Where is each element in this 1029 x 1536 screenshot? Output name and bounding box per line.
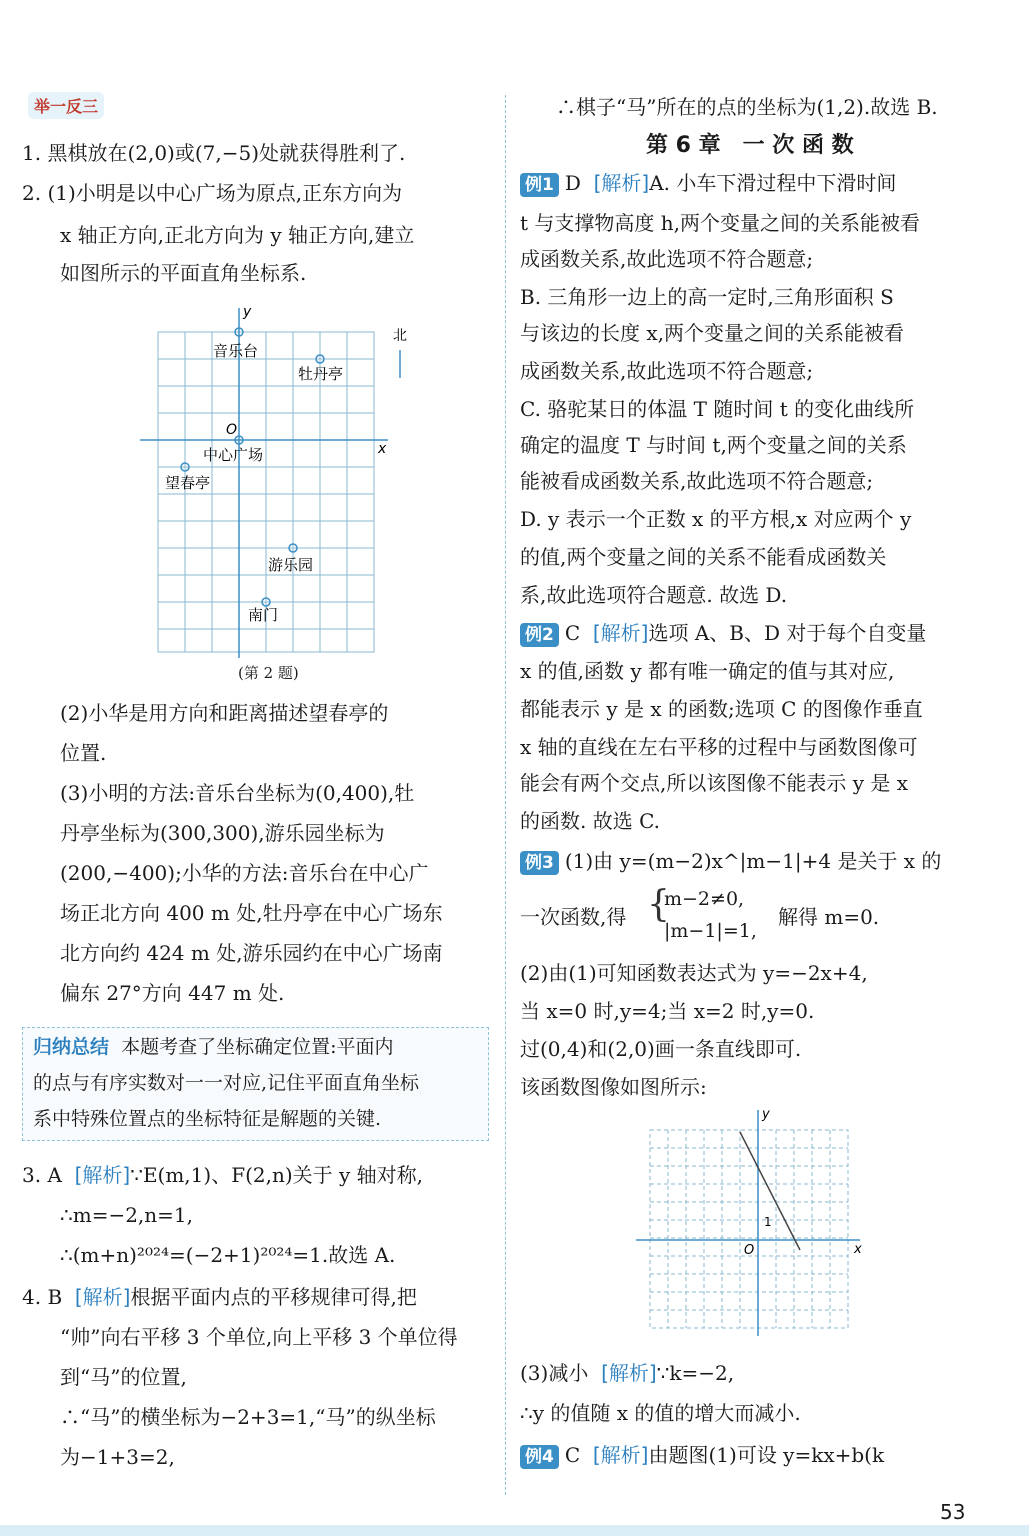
example-4-answer: C: [564, 1443, 581, 1467]
answer-4-choice: 4. B: [22, 1285, 63, 1309]
column-divider: [505, 95, 506, 1495]
example-2-line4: x 轴的直线在左右平移的过程中与函数图像可: [520, 735, 918, 759]
example-1-line11: 的值,两个变量之间的关系不能看成函数关: [520, 545, 887, 569]
analysis-tag: [解析]: [592, 1443, 649, 1467]
map-y-label: y: [243, 304, 252, 320]
example-3-badge: 例3: [520, 851, 559, 875]
example-2-line2: x 的值,函数 y 都有唯一确定的值与其对应,: [520, 659, 895, 683]
answer-2-part3-line5: 北方向约 424 m 处,游乐园约在中心广场南: [60, 941, 443, 965]
answer-2-part3-line1: (3)小明的方法:音乐台坐标为(0,400),牡: [60, 781, 415, 805]
answer-2-line3: 如图所示的平面直角坐标系.: [60, 261, 307, 285]
answer-2-part3-line2: 丹亭坐标为(300,300),游乐园坐标为: [60, 821, 385, 845]
example-3-cond1: m−2≠0,: [664, 888, 745, 910]
graph-tick-one: 1: [764, 1215, 772, 1229]
example-1-line4: B. 三角形一边上的高一定时,三角形面积 S: [520, 285, 894, 309]
logo-badge: 举一反三: [28, 92, 104, 119]
example-3-line2-prefix: 一次函数,得: [520, 905, 627, 929]
north-label: 北: [393, 328, 407, 344]
example-2-answer: C: [564, 621, 581, 645]
example-1-line5: 与该边的长度 x,两个变量之间的关系能被看: [520, 321, 904, 345]
map-place-park: 游乐园: [268, 556, 314, 574]
answer-2-part3-line3: (200,−400);小华的方法:音乐台在中心广: [60, 861, 429, 885]
answer-2-line1: 2. (1)小明是以中心广场为原点,正东方向为: [22, 181, 403, 205]
answer-1: 1. 黑棋放在(2,0)或(7,−5)处就获得胜利了.: [22, 141, 406, 165]
example-1-line10: D. y 表示一个正数 x 的平方根,x 对应两个 y: [520, 507, 912, 531]
example-3-part3-conclusion: ∴y 的值随 x 的值的增大而减小.: [520, 1401, 801, 1425]
analysis-tag: [解析]: [74, 1285, 131, 1309]
example-1-answer: D: [564, 171, 581, 195]
example-1-line7: C. 骆驼某日的体温 T 随时间 t 的变化曲线所: [520, 397, 915, 421]
map-place-music: 音乐台: [213, 342, 259, 360]
example-1-line6: 成函数关系,故此选项不符合题意;: [520, 359, 814, 383]
example-2-badge: 例2: [520, 623, 559, 647]
map-origin-label: O: [226, 422, 238, 438]
example-3-cond2: |m−1|=1,: [664, 920, 757, 942]
example-3-part3-reason: ∵k=−2,: [656, 1361, 735, 1385]
example-3-line3: (2)由(1)可知函数表达式为 y=−2x+4,: [520, 961, 868, 985]
example-1-badge: 例1: [520, 173, 559, 197]
example-4-badge: 例4: [520, 1445, 559, 1469]
chapter-title: 第 6 章 一 次 函 数: [646, 133, 854, 158]
brace-icon: {: [647, 884, 670, 925]
function-graph: [630, 1108, 870, 1338]
example-3-line1: (1)由 y=(m−2)x^|m−1|+4 是关于 x 的: [564, 849, 942, 873]
figure-caption: (第 2 题): [238, 664, 299, 682]
example-2-line1: 选项 A、B、D 对于每个自变量: [648, 621, 927, 645]
example-4-line1: 由题图(1)可设 y=kx+b(k: [648, 1443, 885, 1467]
summary-line3: 系中特殊位置点的坐标特征是解题的关键.: [33, 1108, 382, 1130]
example-2-line3: 都能表示 y 是 x 的函数;选项 C 的图像作垂直: [520, 697, 923, 721]
answer-2-part3-line4: 场正北方向 400 m 处,牡丹亭在中心广场东: [60, 901, 443, 925]
answer-2-part3-line6: 偏东 27°方向 447 m 处.: [60, 981, 285, 1005]
example-1-line8: 确定的温度 T 与时间 t,两个变量之间的关系: [520, 433, 907, 457]
bottom-band: [0, 1525, 1029, 1536]
analysis-tag: [解析]: [74, 1163, 131, 1187]
map-place-peony: 牡丹亭: [298, 365, 344, 383]
example-1-line3: 成函数关系,故此选项不符合题意;: [520, 247, 814, 271]
summary-box: [22, 1027, 489, 1141]
summary-label: 归纳总结: [33, 1036, 110, 1058]
summary-line1: 本题考查了坐标确定位置:平面内: [121, 1036, 394, 1058]
example-2-line5: 能会有两个交点,所以该图像不能表示 y 是 x: [520, 771, 909, 795]
answer-2-part2-line1: (2)小华是用方向和距离描述望春亭的: [60, 701, 389, 725]
example-1-line2: t 与支撑物高度 h,两个变量之间的关系能被看: [520, 211, 920, 235]
analysis-tag: [解析]: [592, 621, 649, 645]
example-3-line6: 该函数图像如图所示:: [520, 1075, 707, 1099]
answer-4-line1: 根据平面内点的平移规律可得,把: [130, 1285, 417, 1309]
example-1-line9: 能被看成函数关系,故此选项不符合题意;: [520, 469, 874, 493]
answer-2-line2: x 轴正方向,正北方向为 y 轴正方向,建立: [60, 223, 415, 247]
answer-4-line5: 为−1+3=2,: [60, 1445, 175, 1469]
map-place-pavilion: 望春亭: [165, 474, 211, 492]
example-2-line6: 的函数. 故选 C.: [520, 809, 661, 833]
page-number: 53: [940, 1500, 966, 1524]
summary-line2: 的点与有序实数对一一对应,记住平面直角坐标: [33, 1072, 420, 1094]
graph-y-label: y: [762, 1108, 770, 1122]
graph-origin-label: O: [744, 1243, 755, 1258]
answer-3-line3: ∴(m+n)²⁰²⁴=(−2+1)²⁰²⁴=1.故选 A.: [60, 1243, 396, 1267]
map-x-label: x: [378, 441, 387, 457]
analysis-tag: [解析]: [593, 171, 650, 195]
answer-2-part2-line2: 位置.: [60, 741, 107, 765]
analysis-tag: [解析]: [601, 1361, 657, 1385]
answer-4-line2: “帅”向右平移 3 个单位,向上平移 3 个单位得: [60, 1325, 458, 1349]
example-3-line4: 当 x=0 时,y=4;当 x=2 时,y=0.: [520, 999, 815, 1023]
example-3-solution: 解得 m=0.: [778, 905, 880, 929]
example-3-part3: (3)减小: [520, 1361, 589, 1385]
map-figure: [140, 298, 420, 658]
example-1-line12: 系,故此选项符合题意. 故选 D.: [520, 583, 788, 607]
answer-3-line2: ∴m=−2,n=1,: [60, 1203, 194, 1227]
answer-4-line3: 到“马”的位置,: [60, 1365, 187, 1389]
answer-4-line4: ∴“马”的横坐标为−2+3=1,“马”的纵坐标: [60, 1405, 436, 1429]
example-1-line1: A. 小车下滑过程中下滑时间: [649, 171, 897, 195]
map-place-gate: 南门: [248, 606, 279, 624]
answer-3-line1: ∵E(m,1)、F(2,n)关于 y 轴对称,: [130, 1163, 424, 1187]
answer-4-conclusion: ∴棋子“马”所在的点的坐标为(1,2).故选 B.: [556, 95, 938, 119]
function-line: [740, 1132, 800, 1250]
graph-x-label: x: [854, 1242, 862, 1257]
map-place-center: 中心广场: [203, 446, 264, 464]
answer-3-choice: 3. A: [22, 1163, 62, 1187]
example-3-line5: 过(0,4)和(2,0)画一条直线即可.: [520, 1037, 802, 1061]
